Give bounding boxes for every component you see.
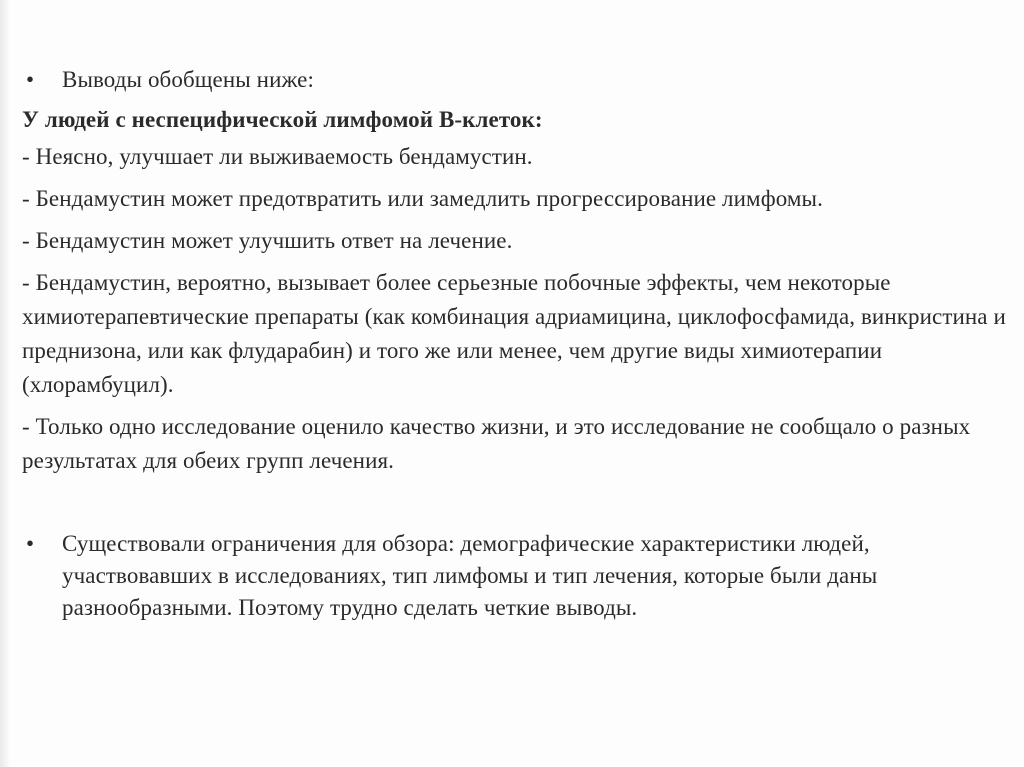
slide-edge-shadow	[0, 0, 10, 767]
limitations-bullet	[22, 528, 1012, 624]
findings-heading: У людей с неспецифической лимфомой В-клеток:	[22, 107, 543, 132]
finding-item: - Неясно, улучшает ли выживаемость бендамустин.	[22, 144, 533, 169]
limitations-text: Существовали ограничения для обзора: демографические характеристики людей, участвовавших в исследованиях, тип лимфомы и тип лечения, которые были даны разнообразными. Поэтому трудно сделать четкие выводы.	[62, 531, 878, 620]
finding-item: - Бендамустин может предотвратить или замедлить прогрессирование лимфомы.	[22, 186, 823, 211]
slide-content	[22, 64, 1012, 624]
bullet-icon: •	[26, 67, 35, 92]
intro-bullet	[22, 64, 1012, 96]
finding-item: - Бендамустин может улучшить ответ на лечение.	[22, 228, 513, 253]
finding-item: - Только одно исследование оценило качество жизни, и это исследование не сообщало о разных результатах для обеих групп лечения.	[22, 414, 971, 473]
bullet-icon: •	[26, 531, 35, 556]
intro-text: Выводы обобщены ниже:	[62, 67, 314, 92]
finding-item: - Бендамустин, вероятно, вызывает более серьезные побочные эффекты, чем некоторые химиотерапевтические препараты (как комбинация адриамицина, циклофосфамида, винкристина и преднизона, или как флударабин) и того же или менее, чем другие виды химиотерапии (хлорамбуцил).	[22, 270, 1006, 397]
